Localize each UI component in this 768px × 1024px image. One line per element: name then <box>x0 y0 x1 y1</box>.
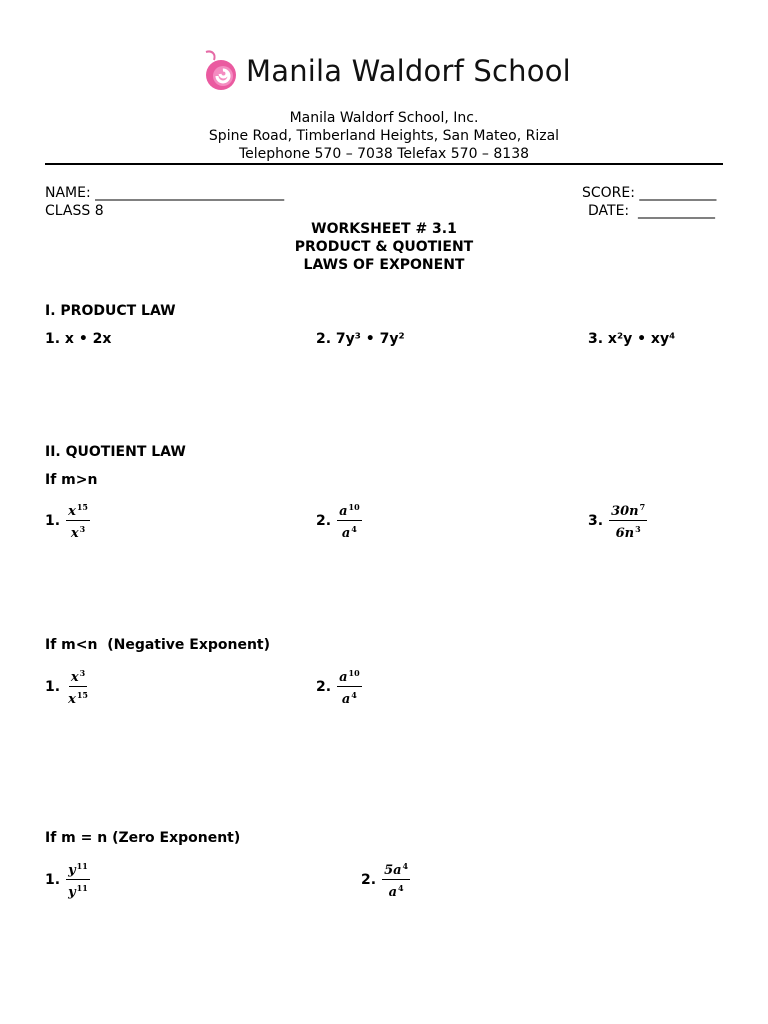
numerator-exponent: 10 <box>348 668 360 678</box>
fraction <box>382 859 410 900</box>
name-field: NAME: ___________________________ <box>45 185 285 201</box>
numerator-base: x <box>68 504 76 519</box>
product-law-heading: I. PRODUCT LAW <box>45 303 176 319</box>
quotient-zero-problem-2 <box>361 859 410 900</box>
quotient-greater-problem-3 <box>588 500 647 541</box>
product-problem-3: 3. x²y • xy⁴ <box>588 331 676 347</box>
denominator-base: a <box>341 526 351 541</box>
quotient-greater-problem-2 <box>316 500 362 541</box>
denominator-base: y <box>68 885 76 900</box>
header-divider <box>45 163 723 165</box>
denominator-exponent: 4 <box>351 690 357 700</box>
denominator-base: 6n <box>615 526 635 541</box>
fraction <box>609 500 647 541</box>
product-problem-1: 1. x • 2x <box>45 331 112 347</box>
denominator-exponent: 15 <box>76 690 88 700</box>
quotient-greater-problem-1 <box>45 500 90 541</box>
problem-number: 1. <box>45 678 61 695</box>
spiral-logo-icon <box>200 48 240 98</box>
class-label: CLASS 8 <box>45 203 104 219</box>
problem-number: 2. <box>316 512 332 529</box>
denominator-base: a <box>388 885 398 900</box>
numerator-base: y <box>68 863 76 878</box>
worksheet-title: WORKSHEET # 3.1 <box>311 221 457 237</box>
fraction <box>66 666 90 707</box>
numerator-base: 5a <box>384 863 402 878</box>
numerator-exponent: 7 <box>639 502 646 512</box>
problem-number: 2. <box>361 871 377 888</box>
denominator-base: x <box>68 692 76 707</box>
worksheet-subtitle: PRODUCT & QUOTIENT <box>294 239 474 255</box>
quotient-negative-problem-2 <box>316 666 362 707</box>
school-org-name: Manila Waldorf School, Inc. <box>289 110 479 126</box>
problem-number: 2. <box>316 678 332 695</box>
fraction <box>337 500 362 541</box>
problem-number: 1. <box>45 871 61 888</box>
denominator-exponent: 3 <box>635 524 641 534</box>
case-m-equal-n-label: If m = n (Zero Exponent) <box>45 830 241 846</box>
numerator-exponent: 10 <box>348 502 360 512</box>
denominator-exponent: 4 <box>351 524 357 534</box>
fraction <box>66 859 90 900</box>
quotient-zero-problem-1 <box>45 859 90 900</box>
school-logo <box>200 48 570 100</box>
denominator-exponent: 3 <box>79 524 86 534</box>
fraction <box>337 666 362 707</box>
numerator-exponent: 3 <box>79 668 86 678</box>
denominator-exponent: 4 <box>398 883 404 893</box>
quotient-negative-problem-1 <box>45 666 90 707</box>
school-address: Spine Road, Timberland Heights, San Mateo, Rizal <box>208 128 560 144</box>
school-logo-name: Manila Waldorf School <box>246 54 571 88</box>
denominator-base: a <box>341 692 351 707</box>
denominator-exponent: 11 <box>76 883 88 893</box>
problem-number: 1. <box>45 512 61 529</box>
quotient-law-heading: II. QUOTIENT LAW <box>45 444 186 460</box>
school-phone: Telephone 570 – 7038 Telefax 570 – 8138 <box>238 146 530 162</box>
worksheet-topic: LAWS OF EXPONENT <box>303 257 465 273</box>
numerator-base: a <box>339 670 348 685</box>
numerator-base: 30n <box>611 504 639 519</box>
numerator-exponent: 11 <box>76 861 88 871</box>
fraction <box>66 500 90 541</box>
case-m-less-n-label: If m<n (Negative Exponent) <box>45 637 271 653</box>
problem-number: 3. <box>588 512 604 529</box>
denominator-base: x <box>70 526 79 541</box>
numerator-base: a <box>339 504 348 519</box>
score-field: SCORE: ___________ <box>582 185 717 201</box>
date-field: DATE: ___________ <box>588 203 716 219</box>
numerator-base: x <box>70 670 79 685</box>
numerator-exponent: 15 <box>76 502 88 512</box>
case-m-greater-n-label: If m>n <box>45 472 98 488</box>
numerator-exponent: 4 <box>402 861 409 871</box>
product-problem-2: 2. 7y³ • 7y² <box>316 331 405 347</box>
